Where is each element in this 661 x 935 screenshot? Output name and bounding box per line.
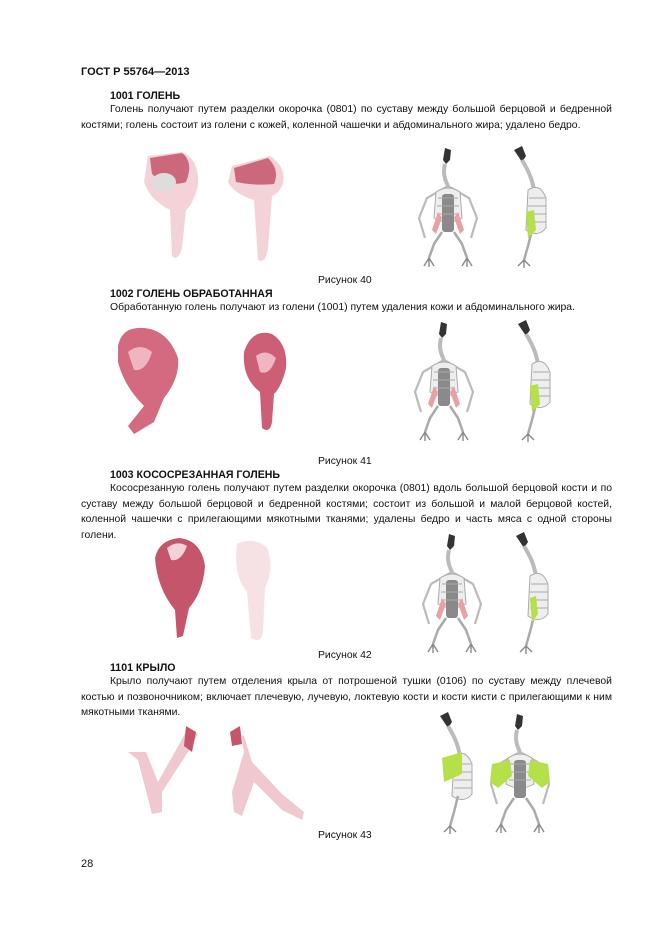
section-text: Кососрезанную голень получают путем разделки окорочка (0801) вдоль большой берцовой кости и по суставу между большой берцовой и бедренной костями; состоит из большой и малой берцовой костей, коленной чашечки с прилегающими мякотными тканями; удалены бедро и часть мяса с одной стороны голени. bbox=[81, 483, 612, 541]
figure-caption: Рисунок 43 bbox=[318, 830, 372, 841]
figure-caption: Рисунок 42 bbox=[318, 650, 372, 661]
figure-caption: Рисунок 41 bbox=[318, 456, 372, 467]
drumstick-photo bbox=[130, 148, 310, 268]
section-heading: 1101 КРЫЛО bbox=[110, 662, 176, 674]
figure-caption: Рисунок 40 bbox=[318, 275, 372, 286]
section-heading: 1003 КОСОСРЕЗАННАЯ ГОЛЕНЬ bbox=[110, 469, 281, 481]
section-text: Крыло получают путем отделения крыла от потрошеной тушки (0106) по суставу между плечевой костью и позвоночником; включает плечевую, лучевую, локтевую кости и кости кисти с прилегающими к ним мякотными тканями. bbox=[81, 676, 612, 718]
trimmed-drumstick-photo bbox=[110, 322, 310, 442]
skeleton-side-diagram bbox=[432, 712, 482, 836]
skeleton-side-diagram bbox=[510, 320, 560, 444]
skeleton-front-diagram bbox=[488, 712, 552, 836]
page-number: 28 bbox=[81, 858, 94, 870]
skeleton-side-diagram bbox=[506, 146, 556, 270]
skeleton-front-diagram bbox=[416, 146, 480, 270]
document-header: ГОСТ Р 55764—2013 bbox=[81, 66, 190, 78]
skeleton-front-diagram bbox=[420, 532, 484, 656]
oblique-cut-drumstick-photo bbox=[145, 532, 285, 644]
wing-photo bbox=[118, 722, 308, 822]
section-text: Голень получают путем разделки окорочка (0801) по суставу между большой берцовой и бедренной костями; голень состоит из голени с кожей, коленной чашечки и абдоминального жира; удалено бедро. bbox=[81, 104, 612, 131]
skeleton-front-diagram bbox=[412, 320, 476, 444]
skeleton-side-diagram bbox=[508, 532, 558, 656]
section-heading: 1001 ГОЛЕНЬ bbox=[110, 90, 181, 102]
section-heading: 1002 ГОЛЕНЬ ОБРАБОТАННАЯ bbox=[110, 288, 273, 300]
section-text: Обработанную голень получают из голени (1001) путем удаления кожи и абдоминального жира. bbox=[110, 302, 575, 313]
